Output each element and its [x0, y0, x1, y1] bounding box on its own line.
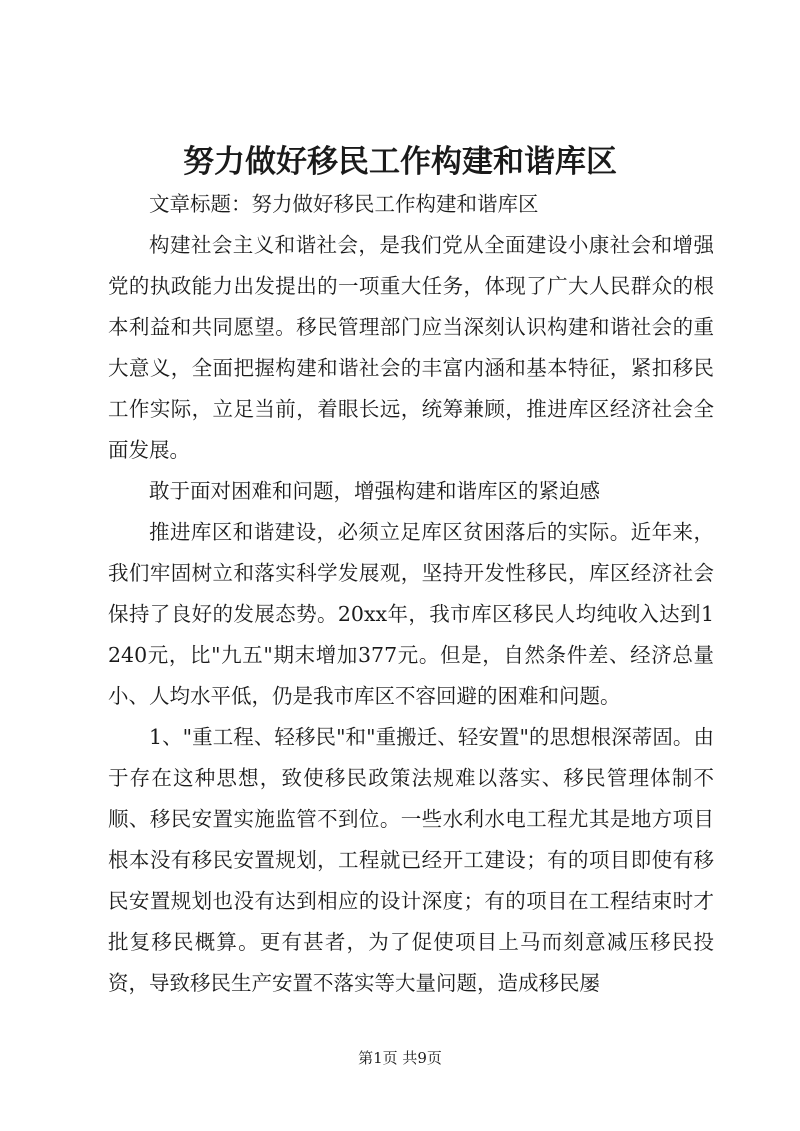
page-footer: 第1页 共9页 — [358, 1049, 442, 1067]
paragraph-intro: 构建社会主义和谐社会，是我们党从全面建设小康社会和增强党的执政能力出发提出的一项重大任务，体现了广大人民群众的根本利益和共同愿望。移民管理部门应当深刻认识构建和谐社会的重大意义，全面把握构建和谐社会的丰富内涵和基本特征，紧扣移民工作实际，立足当前，着眼长远，统筹兼顾，推进库区经济社会全面发展。 — [108, 233, 714, 462]
paragraph-point-1: 1、"重工程、轻移民"和"重搬迁、轻安置"的思想根深蒂固。由于存在这种思想，致使移民政策法规难以落实、移民管理体制不顺、移民安置实施监管不到位。一些水利水电工程尤其是地方项目根本没有移民安置规划，工程就已经开工建设；有的项目即使有移民安置规划也没有达到相应的设计深度；有的项目在工程结束时才批复移民概算。更有甚者，为了促使项目上马而刻意减压移民投资，导致移民生产安置不落实等大量问题，造成移民屡 — [108, 725, 714, 995]
article-title-line: 文章标题：努力做好移民工作构建和谐库区 — [149, 192, 539, 216]
section-heading: 敢于面对困难和问题，增强构建和谐库区的紧迫感 — [149, 479, 600, 503]
document-title: 努力做好移民工作构建和谐库区 — [183, 144, 617, 180]
document-body — [108, 184, 714, 1004]
paragraph-background: 推进库区和谐建设，必须立足库区贫困落后的实际。近年来，我们牢固树立和落实科学发展观，坚持开发性移民，库区经济社会保持了良好的发展态势。20xx年，我市库区移民人均纯收入达到1240元，比"九五"期末增加377元。但是，自然条件差、经济总量小、人均水平低，仍是我市库区不容回避的困难和问题。 — [108, 520, 714, 708]
